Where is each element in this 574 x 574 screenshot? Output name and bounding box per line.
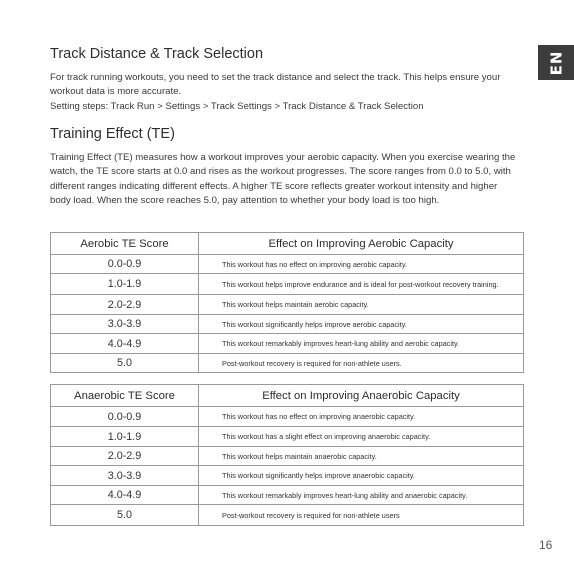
table-row bbox=[51, 274, 524, 295]
track-distance-description: For track running workouts, you need to set the track distance and select the track. This helps ensure your workout data is more accurate. bbox=[50, 72, 501, 98]
table-row bbox=[51, 295, 524, 315]
table-row bbox=[51, 505, 524, 526]
training-effect-description: Training Effect (TE) measures how a workout improves your aerobic capacity. When you exercise wearing the watch, the TE score starts at 0.0 and rises as the workout progresses. The score ranges from 0.0 to 5.0, with different ranges indicating different effects. A higher TE score reflects greater workout intensity and higher body load. When the score reaches 5.0, pay attention to whether your body load is too high. bbox=[50, 152, 516, 207]
score-cell: 4.0-4.9 bbox=[51, 486, 199, 505]
score-cell: 5.0 bbox=[51, 505, 199, 526]
score-cell: 4.0-4.9 bbox=[51, 334, 199, 354]
effect-cell: This workout helps maintain aerobic capacity. bbox=[199, 295, 524, 315]
effect-cell: This workout helps maintain anaerobic capacity. bbox=[199, 447, 524, 466]
effect-cell: This workout has no effect on improving aerobic capacity. bbox=[199, 255, 524, 274]
table-row bbox=[51, 427, 524, 447]
effect-cell: This workout significantly helps improve anaerobic capacity. bbox=[199, 466, 524, 486]
score-cell: 3.0-3.9 bbox=[51, 315, 199, 334]
score-cell: 2.0-2.9 bbox=[51, 447, 199, 466]
column-header-effect: Effect on Improving Aerobic Capacity bbox=[199, 233, 524, 255]
page-number: 16 bbox=[539, 538, 553, 552]
score-cell: 0.0-0.9 bbox=[51, 255, 199, 274]
table-row bbox=[51, 334, 524, 354]
score-cell: 2.0-2.9 bbox=[51, 295, 199, 315]
score-cell: 3.0-3.9 bbox=[51, 466, 199, 486]
score-cell: 1.0-1.9 bbox=[51, 274, 199, 295]
aerobic-te-table bbox=[50, 232, 524, 373]
track-distance-steps: Setting steps: Track Run > Settings > Track Settings > Track Distance & Track Selection bbox=[50, 101, 424, 112]
effect-cell: Post-workout recovery is required for non-athlete users. bbox=[199, 354, 524, 373]
language-tab-label: EN bbox=[547, 50, 565, 75]
anaerobic-te-table bbox=[50, 384, 524, 526]
table-row bbox=[51, 407, 524, 427]
effect-cell: Post-workout recovery is required for non-athlete users bbox=[199, 505, 524, 526]
column-header-score: Anaerobic TE Score bbox=[51, 385, 199, 407]
effect-cell: This workout remarkably improves heart-lung ability and aerobic capacity. bbox=[199, 334, 524, 354]
table-row bbox=[51, 486, 524, 505]
section-title-training-effect: Training Effect (TE) bbox=[50, 126, 175, 142]
score-cell: 0.0-0.9 bbox=[51, 407, 199, 427]
table-header-row bbox=[51, 385, 524, 407]
language-tab bbox=[538, 45, 574, 80]
table-row bbox=[51, 447, 524, 466]
column-header-score: Aerobic TE Score bbox=[51, 233, 199, 255]
table-row bbox=[51, 315, 524, 334]
table-row bbox=[51, 255, 524, 274]
score-cell: 1.0-1.9 bbox=[51, 427, 199, 447]
effect-cell: This workout remarkably improves heart-lung ability and anaerobic capacity. bbox=[199, 486, 524, 505]
effect-cell: This workout helps improve endurance and is ideal for post-workout recovery training. bbox=[199, 274, 524, 295]
effect-cell: This workout has no effect on improving anaerobic capacity. bbox=[199, 407, 524, 427]
effect-cell: This workout significantly helps improve aerobic capacity. bbox=[199, 315, 524, 334]
table-row bbox=[51, 466, 524, 486]
score-cell: 5.0 bbox=[51, 354, 199, 373]
table-header-row bbox=[51, 233, 524, 255]
effect-cell: This workout has a slight effect on improving anaerobic capacity. bbox=[199, 427, 524, 447]
section-title-track-distance: Track Distance & Track Selection bbox=[50, 46, 264, 62]
table-row bbox=[51, 354, 524, 373]
column-header-effect: Effect on Improving Anaerobic Capacity bbox=[199, 385, 524, 407]
